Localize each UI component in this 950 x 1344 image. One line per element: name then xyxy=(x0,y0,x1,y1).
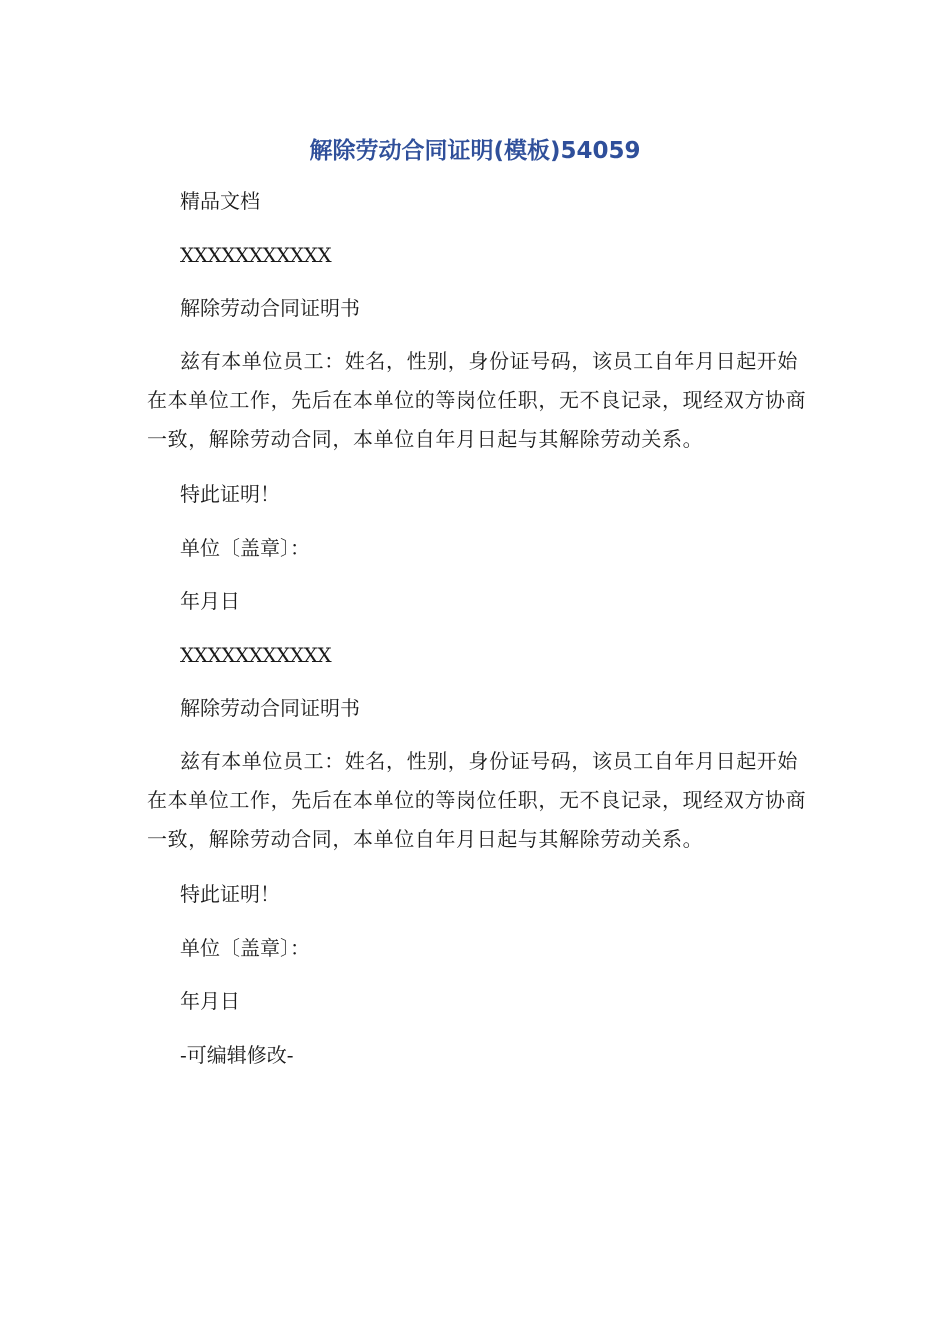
closing-text: 特此证明！ xyxy=(180,482,280,506)
section-heading: 解除劳动合同证明书 xyxy=(180,696,360,720)
seal-line: 单位〔盖章〕： xyxy=(180,936,310,960)
section-body: 兹有本单位员工：姓名，性别，身份证号码，该员工自年月日起开始在本单位工作，先后在本单位的等岗位任职，无不良记录，现经双方协商一致，解除劳动合同，本单位自年月日起与其解除劳动关系。 xyxy=(147,749,807,851)
date-line: 年月日 xyxy=(180,589,240,613)
placeholder-code: XXXXXXXXXXX xyxy=(180,643,332,667)
section-body: 兹有本单位员工：姓名，性别，身份证号码，该员工自年月日起开始在本单位工作，先后在本单位的等岗位任职，无不良记录，现经双方协商一致，解除劳动合同，本单位自年月日起与其解除劳动关系。 xyxy=(147,349,807,451)
placeholder-code: XXXXXXXXXXX xyxy=(180,243,332,267)
header-label: 精品文档 xyxy=(180,189,260,213)
section-heading: 解除劳动合同证明书 xyxy=(180,296,360,320)
document-title: 解除劳动合同证明(模板)54059 xyxy=(309,138,641,164)
seal-line: 单位〔盖章〕： xyxy=(180,536,310,560)
date-line: 年月日 xyxy=(180,989,240,1013)
closing-text: 特此证明！ xyxy=(180,882,280,906)
footer-note: -可编辑修改- xyxy=(180,1043,294,1067)
